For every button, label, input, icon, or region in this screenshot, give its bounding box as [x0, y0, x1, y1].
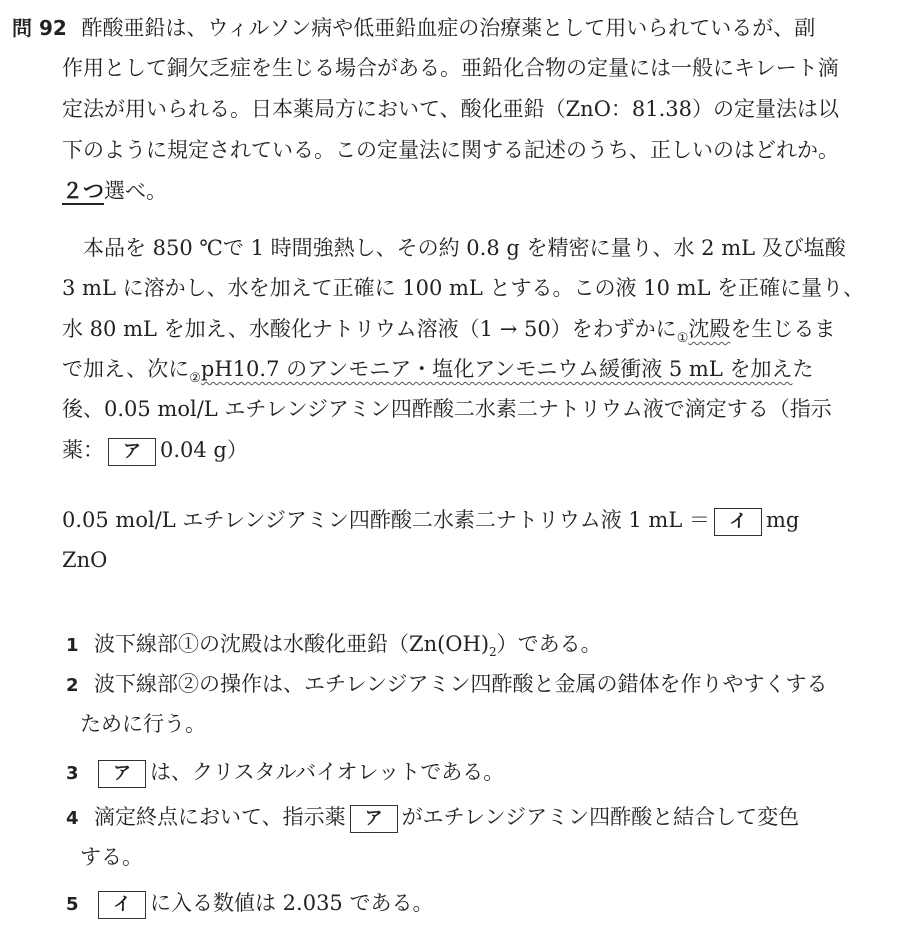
- blank-i-box: イ: [714, 508, 762, 536]
- mark-1: ①: [676, 331, 689, 346]
- blank-i-box: イ: [98, 891, 146, 919]
- choice-text-end: がエチレンジアミン四酢酸と結合して変色: [401, 805, 800, 829]
- procedure-line-6-text: 薬：: [62, 438, 104, 462]
- blank-a-box: ア: [98, 760, 146, 788]
- choice-text-end: ）である。: [496, 632, 602, 656]
- stem-text-1: 酢酸亜鉛は、ウィルソン病や低亜鉛血症の治療薬として用いられているが、副: [81, 16, 816, 40]
- procedure-line-2: 3 mL に溶かし、水を加えて正確に 100 mL とする。この液 10 mL を正確に量り、: [62, 276, 865, 300]
- choice-number: 3: [66, 763, 79, 784]
- choice-number: 1: [66, 635, 79, 656]
- choice-4: [66, 797, 799, 839]
- stem-text-2: 作用として銅欠乏症を生じる場合がある。亜鉛化合物の定量には一般にキレート滴: [62, 56, 839, 80]
- stem-text-3: 定法が用いられる。日本薬局方において、酸化亜鉛（ZnO：81.38）の定量法は以: [62, 97, 840, 121]
- choice-text: は、クリスタルバイオレットである。: [150, 760, 505, 784]
- procedure-line-6-end: 0.04 g）: [160, 438, 248, 462]
- choice-text: 波下線部②の操作は、エチレンジアミン四酢酸と金属の錯体を作りやすくする: [94, 672, 828, 696]
- choice-2: [66, 664, 828, 706]
- choice-text: 滴定終点において、指示薬: [94, 805, 346, 829]
- stem-text-4: 下のように規定されている。この定量法に関する記述のうち、正しいのはどれか。: [62, 138, 839, 162]
- choice-number: 2: [66, 675, 79, 696]
- choice-5: [66, 883, 433, 925]
- blank-a-box: ア: [108, 438, 156, 466]
- procedure-line-4-end: た: [792, 357, 814, 381]
- choice-number: 4: [66, 808, 79, 829]
- choice-text: 波下線部①の沈殿は水酸化亜鉛（Zn(OH): [94, 632, 490, 656]
- equivalence-text: 0.05 mol/L エチレンジアミン四酢酸二水素二ナトリウム液 1 mL ＝: [62, 508, 710, 532]
- choice-text: に入る数値は 2.035 である。: [150, 891, 434, 915]
- select-count: ２つ: [62, 179, 104, 203]
- choice-4-continuation: する。: [80, 845, 143, 869]
- procedure-line-3-end: を生じるま: [730, 317, 836, 341]
- subscript: 2: [489, 645, 497, 660]
- choice-number: 5: [66, 894, 79, 915]
- equivalence-line-2: ZnO: [62, 548, 108, 572]
- select-instruction: [62, 171, 167, 211]
- procedure-line-3-text: 水 80 mL を加え、水酸化ナトリウム溶液（1 → 50）をわずかに: [62, 317, 677, 341]
- procedure-line-1: 本品を 850 ℃で 1 時間強熱し、その約 0.8 g を精密に量り、水 2 mL 及び塩酸: [83, 236, 846, 260]
- blank-a-box: ア: [350, 805, 398, 833]
- equivalence-unit: mg: [765, 508, 800, 532]
- question-number: 問 92: [12, 16, 67, 40]
- choice-2-continuation: ために行う。: [80, 712, 206, 736]
- wavy-underline-1: 沈殿: [688, 317, 731, 341]
- procedure-line-6: [62, 430, 248, 470]
- procedure-line-4-text: で加え、次に: [62, 357, 190, 381]
- choice-3: [66, 752, 504, 794]
- mark-2: ②: [189, 371, 201, 386]
- select-suffix: 選べ。: [104, 179, 167, 203]
- question-stem-line-1: [12, 8, 815, 48]
- wavy-underline-2: pH10.7 のアンモニア・塩化アンモニウム緩衝液 5 mL を加え: [200, 357, 793, 381]
- equivalence-line-1: [62, 500, 799, 540]
- procedure-line-5: 後、0.05 mol/L エチレンジアミン四酢酸二水素二ナトリウム液で滴定する（指示: [62, 397, 832, 421]
